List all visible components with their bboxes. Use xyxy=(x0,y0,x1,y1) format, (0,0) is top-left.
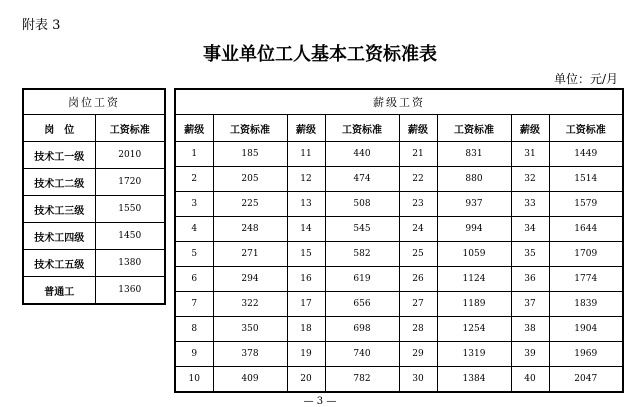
salary-cell: 1360 xyxy=(95,277,165,305)
salary-cell: 225 xyxy=(213,192,287,217)
salary-cell: 1644 xyxy=(549,217,623,242)
salary-cell: 2010 xyxy=(95,142,165,169)
grade-cell: 14 xyxy=(287,217,325,242)
salary-cell: 782 xyxy=(325,367,399,393)
salary-cell: 350 xyxy=(213,317,287,342)
grade-cell: 26 xyxy=(399,267,437,292)
table-row xyxy=(23,223,165,250)
salary-cell: 322 xyxy=(213,292,287,317)
grade-cell: 2 xyxy=(175,167,213,192)
salary-cell: 880 xyxy=(437,167,511,192)
page-number: — 3 — xyxy=(303,396,337,407)
grade-cell: 15 xyxy=(287,242,325,267)
grade-cell: 27 xyxy=(399,292,437,317)
table-row xyxy=(23,196,165,223)
salary-cell: 1904 xyxy=(549,317,623,342)
grade-cell: 19 xyxy=(287,342,325,367)
salary-cell: 831 xyxy=(437,142,511,167)
salary-cell: 1449 xyxy=(549,142,623,167)
salary-cell: 1450 xyxy=(95,223,165,250)
column-header-grade: 薪级 xyxy=(399,115,437,142)
position-salary-table xyxy=(22,88,166,305)
grade-cell: 38 xyxy=(511,317,549,342)
grade-cell: 20 xyxy=(287,367,325,393)
salary-cell: 440 xyxy=(325,142,399,167)
grade-cell: 12 xyxy=(287,167,325,192)
grade-cell: 5 xyxy=(175,242,213,267)
salary-cell: 1254 xyxy=(437,317,511,342)
salary-cell: 582 xyxy=(325,242,399,267)
salary-cell: 1380 xyxy=(95,250,165,277)
position-cell: 技术工一级 xyxy=(23,142,95,169)
grade-cell: 11 xyxy=(287,142,325,167)
grade-cell: 18 xyxy=(287,317,325,342)
grade-cell: 3 xyxy=(175,192,213,217)
table-row xyxy=(175,142,623,167)
salary-cell: 1319 xyxy=(437,342,511,367)
position-cell: 技术工四级 xyxy=(23,223,95,250)
grade-cell: 8 xyxy=(175,317,213,342)
table-row xyxy=(175,367,623,393)
salary-cell: 937 xyxy=(437,192,511,217)
column-header-salary: 工资标准 xyxy=(325,115,399,142)
salary-cell: 508 xyxy=(325,192,399,217)
salary-cell: 1124 xyxy=(437,267,511,292)
salary-cell: 619 xyxy=(325,267,399,292)
salary-cell: 409 xyxy=(213,367,287,393)
grade-cell: 7 xyxy=(175,292,213,317)
salary-cell: 1059 xyxy=(437,242,511,267)
position-cell: 普通工 xyxy=(23,277,95,305)
column-header-salary: 工资标准 xyxy=(549,115,623,142)
grade-cell: 32 xyxy=(511,167,549,192)
grade-cell: 1 xyxy=(175,142,213,167)
grade-cell: 34 xyxy=(511,217,549,242)
salary-cell: 271 xyxy=(213,242,287,267)
table-row xyxy=(175,192,623,217)
table-row xyxy=(23,169,165,196)
salary-cell: 698 xyxy=(325,317,399,342)
salary-cell: 1839 xyxy=(549,292,623,317)
grade-cell: 23 xyxy=(399,192,437,217)
page-title: 事业单位工人基本工资标准表 xyxy=(203,44,437,65)
salary-cell: 1384 xyxy=(437,367,511,393)
table-row xyxy=(175,317,623,342)
salary-cell: 994 xyxy=(437,217,511,242)
grade-cell: 37 xyxy=(511,292,549,317)
grade-cell: 33 xyxy=(511,192,549,217)
column-header-salary: 工资标准 xyxy=(437,115,511,142)
salary-cell: 545 xyxy=(325,217,399,242)
table-row xyxy=(23,142,165,169)
column-header-salary: 工资标准 xyxy=(213,115,287,142)
grade-cell: 40 xyxy=(511,367,549,393)
grade-cell: 17 xyxy=(287,292,325,317)
pay-grade-salary-table xyxy=(174,88,624,393)
unit-label: 单位：元/月 xyxy=(553,72,618,86)
column-header-salary: 工资标准 xyxy=(95,115,165,142)
grade-cell: 29 xyxy=(399,342,437,367)
grade-cell: 10 xyxy=(175,367,213,393)
salary-cell: 205 xyxy=(213,167,287,192)
salary-cell: 294 xyxy=(213,267,287,292)
grade-cell: 39 xyxy=(511,342,549,367)
column-header-position: 岗 位 xyxy=(23,115,95,142)
salary-cell: 1969 xyxy=(549,342,623,367)
table-row xyxy=(175,267,623,292)
position-cell: 技术工五级 xyxy=(23,250,95,277)
table-row xyxy=(175,292,623,317)
salary-cell: 474 xyxy=(325,167,399,192)
salary-cell: 2047 xyxy=(549,367,623,393)
salary-cell: 1709 xyxy=(549,242,623,267)
salary-cell: 1189 xyxy=(437,292,511,317)
salary-cell: 378 xyxy=(213,342,287,367)
position-table-caption: 岗位工资 xyxy=(23,89,165,115)
grade-cell: 36 xyxy=(511,267,549,292)
salary-cell: 740 xyxy=(325,342,399,367)
column-header-grade: 薪级 xyxy=(175,115,213,142)
grade-cell: 24 xyxy=(399,217,437,242)
grade-cell: 13 xyxy=(287,192,325,217)
table-row xyxy=(23,277,165,305)
salary-cell: 1774 xyxy=(549,267,623,292)
salary-cell: 1720 xyxy=(95,169,165,196)
salary-cell: 1550 xyxy=(95,196,165,223)
column-header-grade: 薪级 xyxy=(287,115,325,142)
salary-cell: 656 xyxy=(325,292,399,317)
salary-cell: 185 xyxy=(213,142,287,167)
grade-cell: 31 xyxy=(511,142,549,167)
grade-cell: 21 xyxy=(399,142,437,167)
grade-cell: 28 xyxy=(399,317,437,342)
grade-cell: 35 xyxy=(511,242,549,267)
position-cell: 技术工二级 xyxy=(23,169,95,196)
table-row xyxy=(175,167,623,192)
salary-table-caption: 薪级工资 xyxy=(175,89,623,115)
salary-cell: 248 xyxy=(213,217,287,242)
table-row xyxy=(23,250,165,277)
salary-cell: 1579 xyxy=(549,192,623,217)
column-header-grade: 薪级 xyxy=(511,115,549,142)
grade-cell: 25 xyxy=(399,242,437,267)
salary-cell: 1514 xyxy=(549,167,623,192)
grade-cell: 30 xyxy=(399,367,437,393)
grade-cell: 6 xyxy=(175,267,213,292)
grade-cell: 4 xyxy=(175,217,213,242)
grade-cell: 16 xyxy=(287,267,325,292)
table-row xyxy=(175,217,623,242)
table-row xyxy=(175,242,623,267)
annex-label: 附表 3 xyxy=(22,18,61,33)
table-row xyxy=(175,342,623,367)
position-cell: 技术工三级 xyxy=(23,196,95,223)
grade-cell: 22 xyxy=(399,167,437,192)
grade-cell: 9 xyxy=(175,342,213,367)
